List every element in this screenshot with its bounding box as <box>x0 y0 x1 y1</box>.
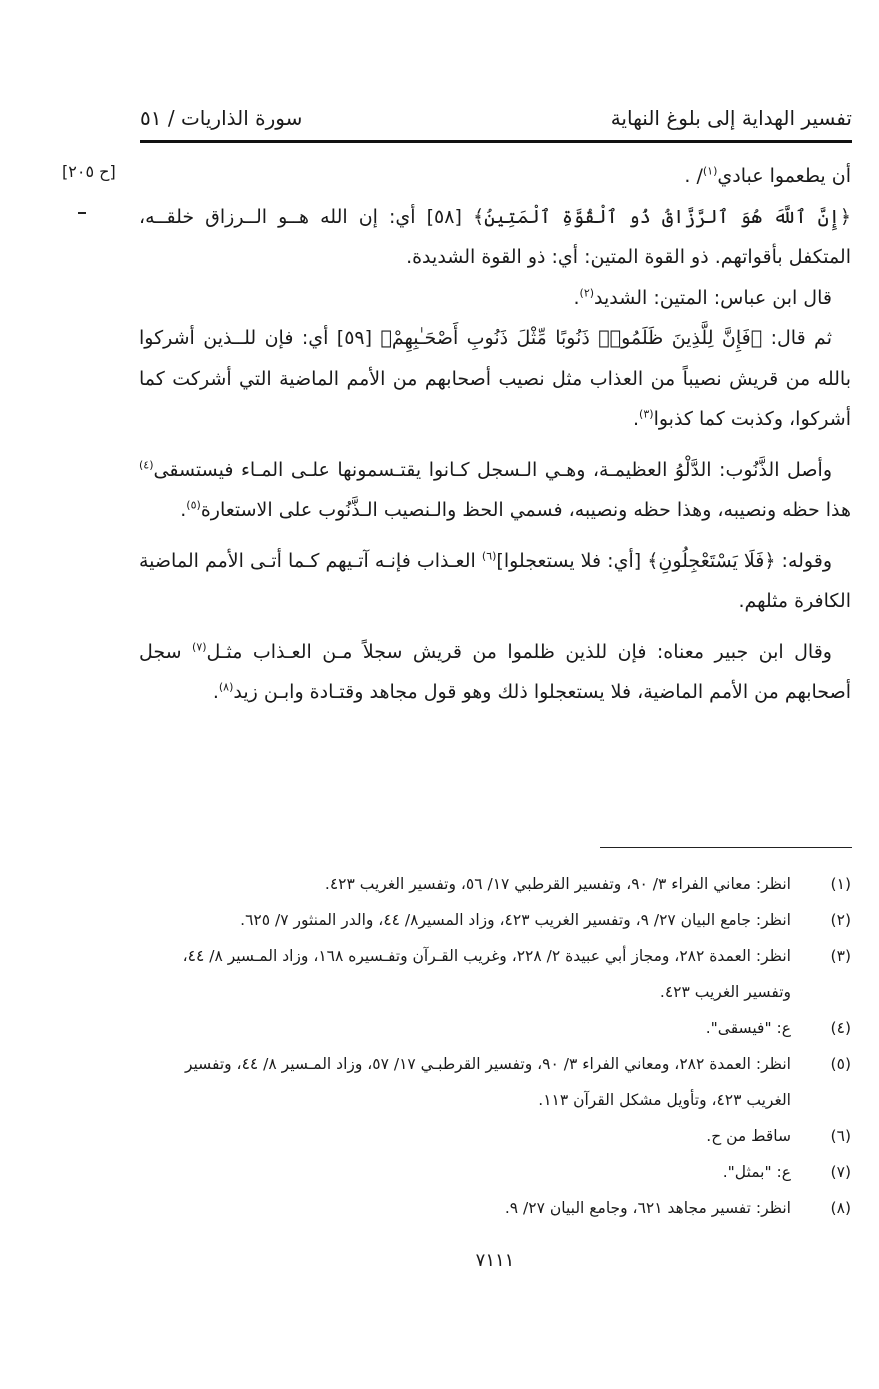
footnote-number: (٢) <box>830 911 851 929</box>
surah-label: سورة الذاريات / ٥١ <box>140 106 303 130</box>
footnote-text: انظر: تفسير مجاهد ٦٢١، وجامع البيان ٢٧/ ٩. <box>504 1199 791 1217</box>
footnote-text: ساقط من ح. <box>706 1127 791 1145</box>
p2-text: [٥٨] أي: إن الله هــو الــرزاق خلقــه، المتكفل بأقواتهم. ذو القوة المتين: أي: ذو القوة الشديدة. <box>139 205 851 268</box>
footnote-number: (٤) <box>830 1019 851 1037</box>
p6-intro: وقوله: <box>775 549 833 572</box>
running-header <box>140 100 852 140</box>
footnote-number: (٣) <box>830 947 851 965</box>
footnote-ref[interactable]: (٢) <box>579 286 595 300</box>
p3-text: قال ابن عباس: المتين: الشديد <box>594 286 832 309</box>
margin-mark <box>78 212 86 214</box>
p6-text2: العـذاب فإنـه آتـيهم كـما أتـى الأمم الماضية الكافرة مثلهم. <box>139 549 851 612</box>
footnote-item <box>139 938 851 1010</box>
footnote-number: (١) <box>830 875 851 893</box>
footnote-number: (٥) <box>830 1055 851 1073</box>
footnote-text: انظر: معاني الفراء ٣/ ٩٠، وتفسير القرطبي ١٧/ ٥٦، وتفسير الغريب ٤٢٣. <box>324 875 791 893</box>
p4-intro: ثم قال: <box>762 327 832 349</box>
p5-text: وأصل الذَّنُوب: الدَّلْوُ العظيمـة، وهـي الـسجل كـانوا يقتـسمونها علـى المـاء فيستسقى <box>153 458 832 481</box>
p7-text2: سجل أصحابهم من الأمم الماضية، فلا يستعجلوا ذلك وهو قول مجاهد وقتـادة وابـن زيد <box>139 640 851 703</box>
p1-end: / . <box>684 165 703 187</box>
p4-text: [٥٩] أي: فإن للــذين أشركوا بالله من قريش نصيباً من العذاب مثل نصيب أصحابهم من الأمم الماضية التي أشركت كما أشركوا، وكذبت كما كذبوا <box>139 327 851 430</box>
footnote-item <box>139 1190 851 1226</box>
footnote-text: انظر: جامع البيان ٢٧/ ٩، وتفسير الغريب ٤٢٣، وزاد المسير٨/ ٤٤، والدر المنثور ٧/ ٦٢٥. <box>240 911 791 929</box>
header-rule <box>140 140 852 143</box>
paragraph-6 <box>139 541 851 622</box>
footnote-number: (٨) <box>830 1199 851 1217</box>
book-title: تفسير الهداية إلى بلوغ النهاية <box>610 106 852 130</box>
footnote-text: انظر: العمدة ٢٨٢، ومجاز أبي عبيدة ٢/ ٢٢٨، وغريب القـرآن وتفـسيره ١٦٨، وزاد المـسير ٨/ ٤٤، وتفسير الغريب ٤٢٣. <box>182 947 791 1001</box>
paragraph-7 <box>139 632 851 713</box>
footnote-ref[interactable]: (٣) <box>639 407 654 421</box>
footnote-item <box>139 1154 851 1190</box>
footnote-item <box>139 1046 851 1118</box>
p6-text: [أي: فلا يستعجلوا] <box>496 549 648 572</box>
manuscript-page-note: [ح ٢٠٥] <box>62 162 116 181</box>
p7-text: وقال ابن جبير معناه: فإن للذين ظلموا من قريش سجلاً مـن العـذاب مثـل <box>206 640 832 663</box>
footnotes <box>139 866 851 1226</box>
p1-text: أن يطعموا عبادي <box>717 165 851 187</box>
footnote-ref[interactable]: (٤) <box>139 458 154 472</box>
paragraph-2 <box>139 197 851 278</box>
footnote-item <box>139 902 851 938</box>
footnote-number: (٦) <box>830 1127 851 1145</box>
footnote-text: انظر: العمدة ٢٨٢، ومعاني الفراء ٣/ ٩٠، وتفسير القرطبـي ١٧/ ٥٧، وزاد المـسير ٨/ ٤٤، وتفسير الغريب ٤٢٣، وتأويل مشكل القرآن ١١٣. <box>184 1055 791 1109</box>
paragraph-5 <box>139 450 851 531</box>
paragraph-3 <box>139 278 851 319</box>
main-text <box>139 156 851 713</box>
footnote-rule <box>600 847 852 848</box>
quran-verse: ﴿فَإِنَّ لِلَّذِينَ ظَلَمُوا۟ ذَنُوبًا مِّثْلَ ذَنُوبِ أَصْحَـٰبِهِمْ﴾ <box>380 327 763 349</box>
footnote-ref[interactable]: (٨) <box>218 680 234 694</box>
quran-verse: ﴿إِنَّ ٱللَّهَ هُوَ ٱلرَّزَّاقُ ذُو ٱلْقُوَّةِ ٱلْمَتِينُ﴾ <box>472 205 851 228</box>
footnote-text: ع: "بمثل". <box>722 1163 791 1181</box>
p4-end: . <box>633 408 640 430</box>
footnote-ref[interactable]: (٥) <box>186 498 201 512</box>
footnote-item <box>139 1010 851 1046</box>
quran-verse: ﴿فَلَا يَسْتَعْجِلُونِ﴾ <box>647 549 776 572</box>
footnote-number: (٧) <box>830 1163 851 1181</box>
footnote-text: ع: "فيسقى". <box>705 1019 791 1037</box>
p7-end: . <box>212 681 219 703</box>
paragraph-4 <box>139 318 851 440</box>
footnote-ref[interactable]: (٧) <box>192 640 207 654</box>
footnote-ref[interactable]: (٦) <box>481 549 497 563</box>
footnote-item <box>139 1118 851 1154</box>
page-number: ٧١١١ <box>475 1250 515 1271</box>
footnote-ref[interactable]: (١) <box>702 164 718 178</box>
p5-text2: هذا حظه ونصيبه، وهذا حظه ونصيبه، فسمي الحظ والـنصيب الـذَّنُوب على الاستعارة <box>200 499 851 521</box>
p5-end: . <box>180 499 187 521</box>
paragraph-1 <box>139 156 851 197</box>
p3-end: . <box>573 286 580 309</box>
footnote-item <box>139 866 851 902</box>
